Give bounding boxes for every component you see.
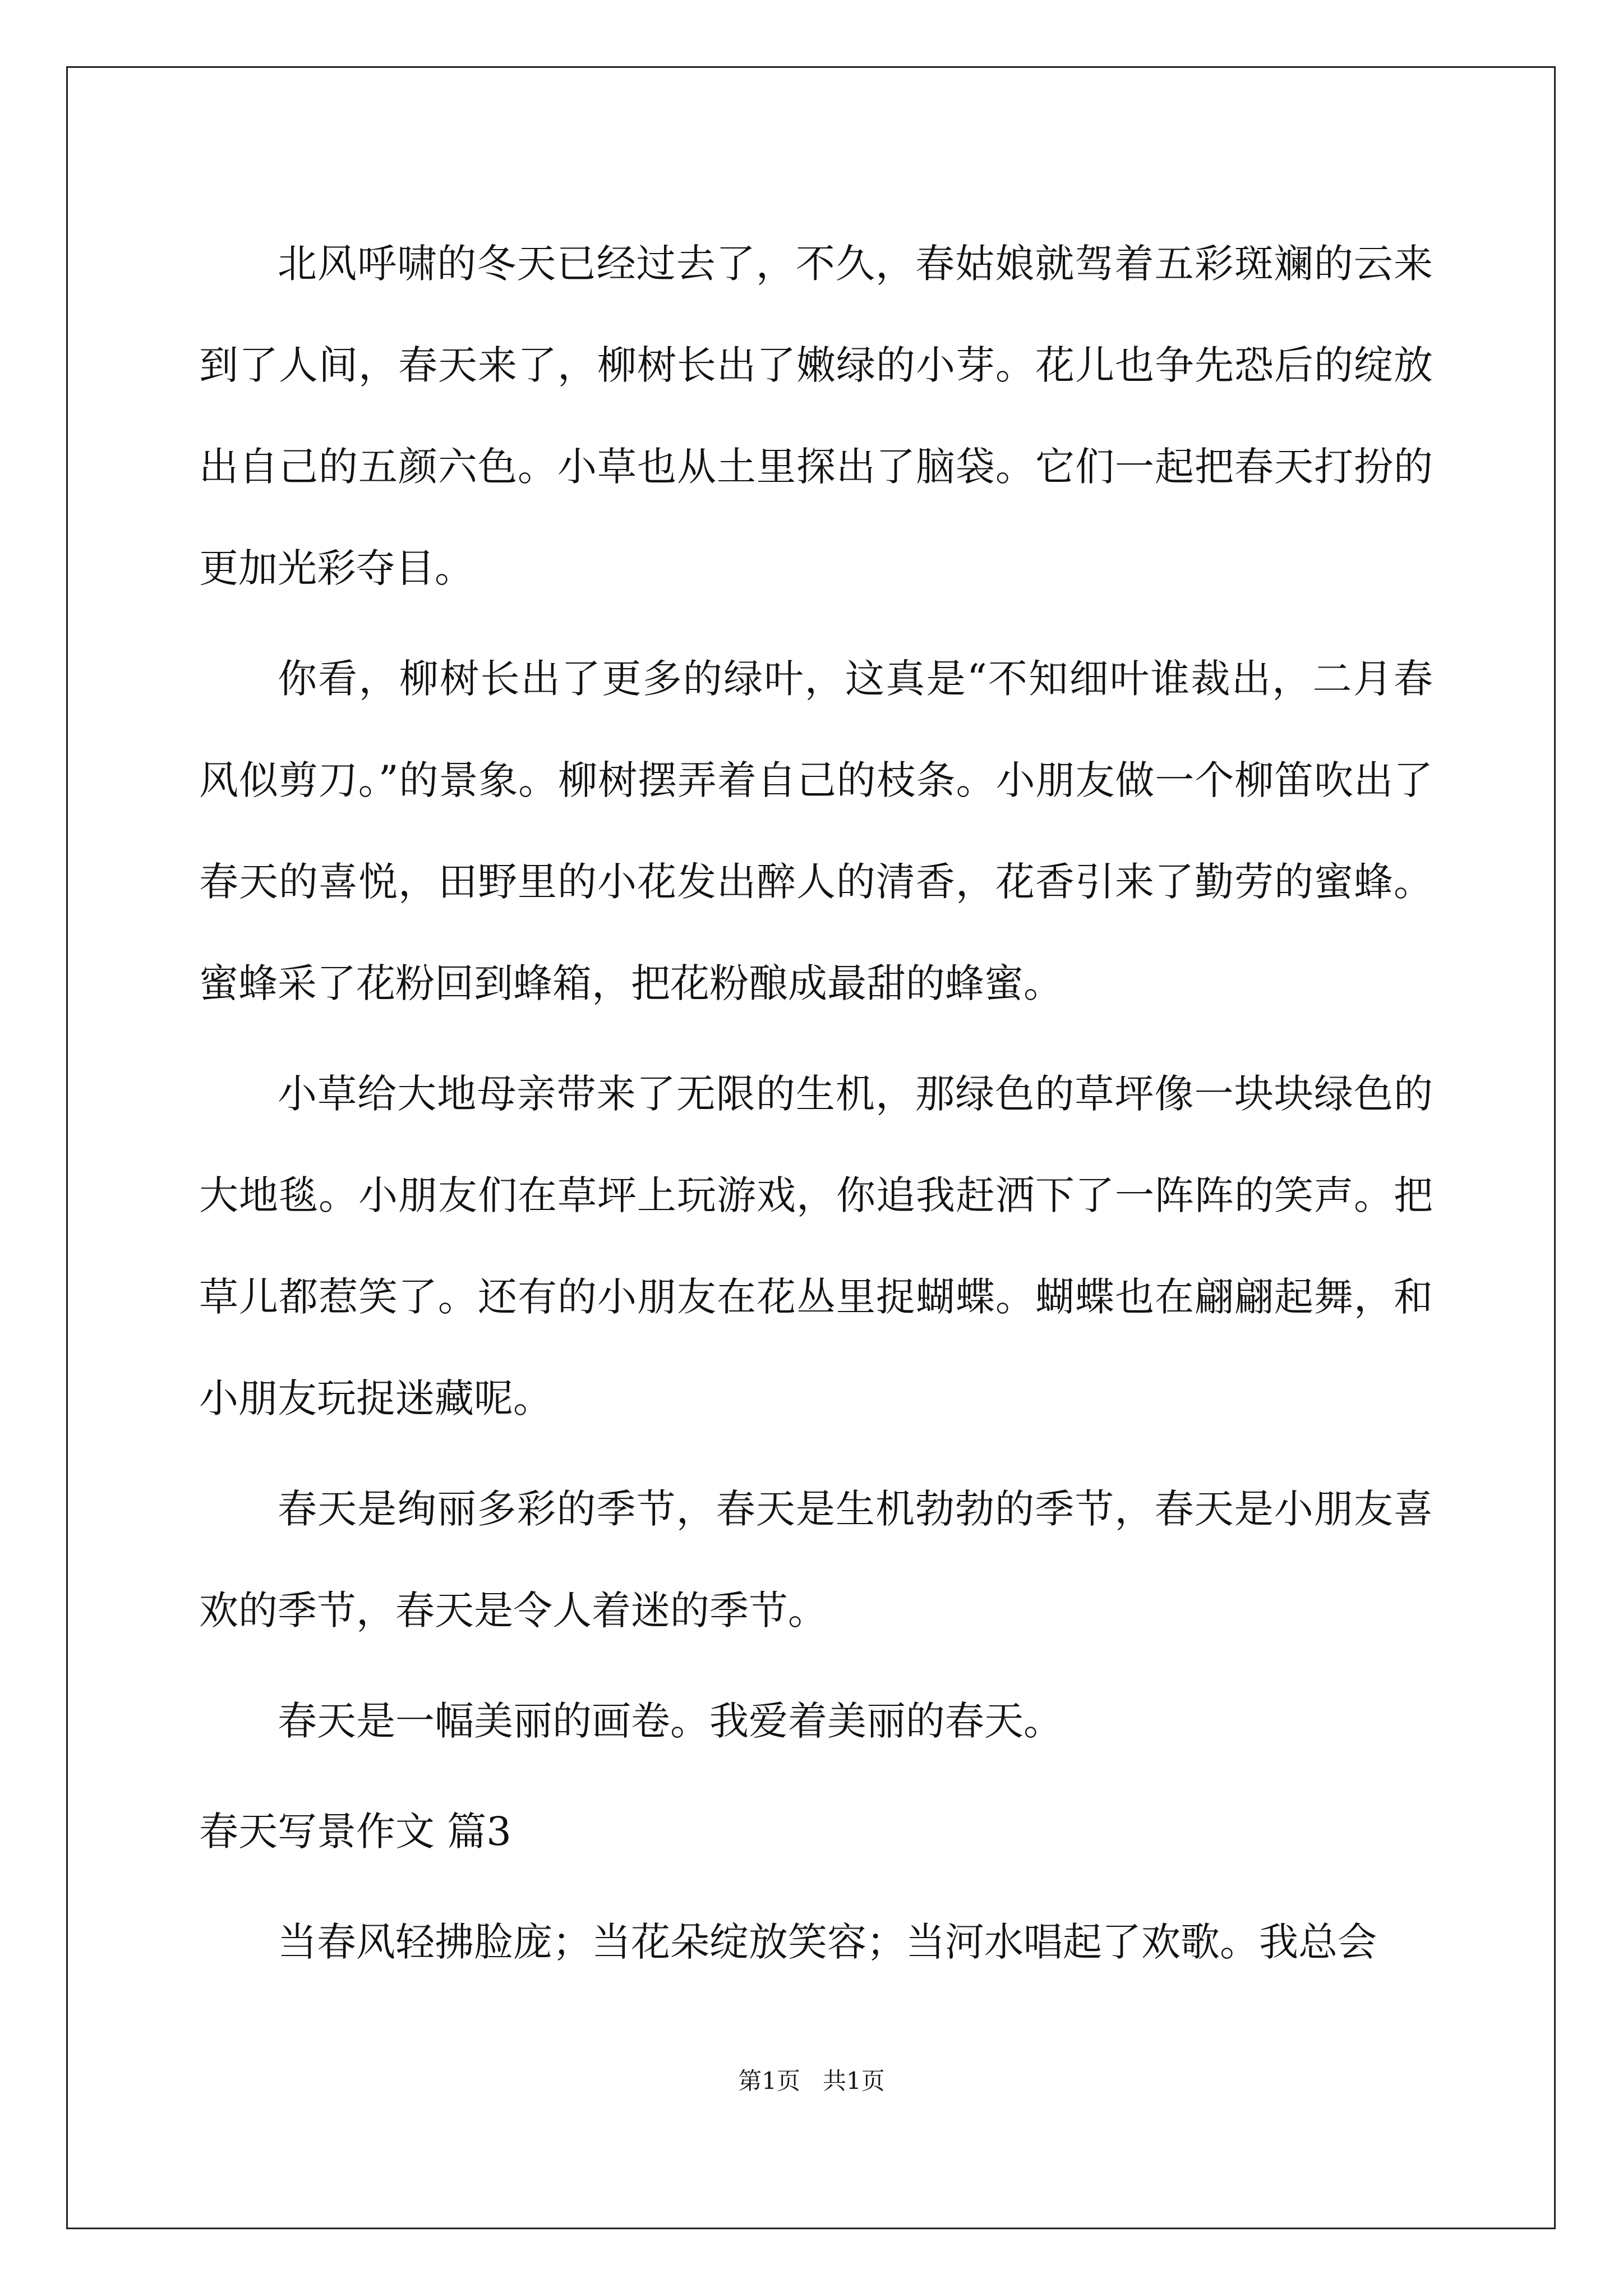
page-footer (0, 2064, 1623, 2098)
document-body (199, 213, 1433, 2002)
page-number-label: 第1页 共1页 (738, 2067, 885, 2095)
section-heading: 春天写景作文 篇3 (199, 1809, 511, 1855)
paragraph-3: 小草给大地母亲带来了无限的生机，那绿色的草坪像一块块绿色的大地毯。小朋友们在草坪上玩游戏，你追我赶洒下了一阵阵的笑声。把草儿都惹笑了。还有的小朋友在花丛里捉蝴蝶。蝴蝶也在翩翩起舞，和小朋友玩捉迷藏呢。 (199, 1071, 1433, 1421)
paragraph-6: 当春风轻拂脸庞；当花朵绽放笑容；当河水唱起了欢歌。我总会 (278, 1919, 1377, 1965)
paragraph-1: 北风呼啸的冬天已经过去了，不久，春姑娘就驾着五彩斑斓的云来到了人间，春天来了，柳树长出了嫩绿的小芽。花儿也争先恐后的绽放出自己的五颜六色。小草也从土里探出了脑袋。它们一起把春天打扮的更加光彩夺目。 (199, 241, 1433, 591)
paragraph-2: 你看，柳树长出了更多的绿叶，这真是“不知细叶谁裁出，二月春风似剪刀。”的景象。柳树摆弄着自己的枝条。小朋友做一个柳笛吹出了春天的喜悦，田野里的小花发出醉人的清香，花香引来了勤劳的蜜蜂。蜜蜂采了花粉回到蜂箱，把花粉酿成最甜的蜂蜜。 (199, 656, 1433, 1006)
paragraph-5: 春天是一幅美丽的画卷。我爱着美丽的春天。 (278, 1698, 1063, 1744)
paragraph-4: 春天是绚丽多彩的季节，春天是生机勃勃的季节，春天是小朋友喜欢的季节，春天是令人着迷的季节。 (199, 1486, 1433, 1634)
